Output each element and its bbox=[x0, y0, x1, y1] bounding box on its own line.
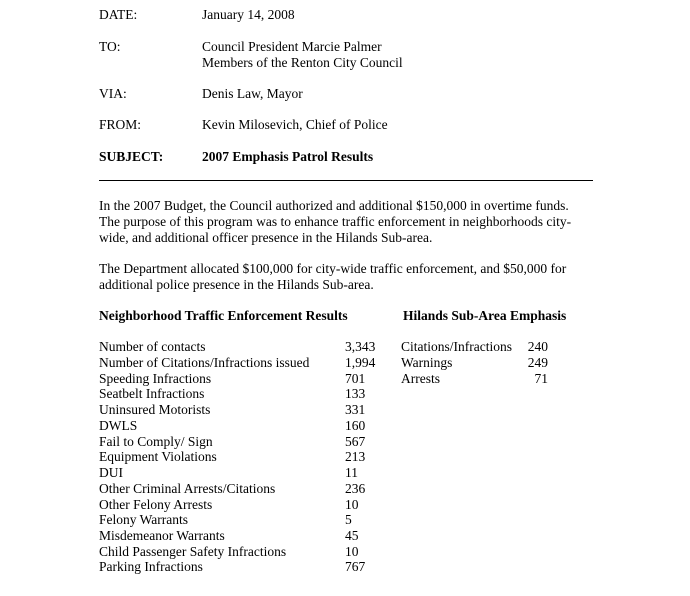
header-divider bbox=[99, 180, 593, 181]
table-row-value: 71 bbox=[534, 371, 548, 386]
table-row-value: 11 bbox=[345, 465, 358, 480]
subject-value: 2007 Emphasis Patrol Results bbox=[202, 149, 374, 164]
table-row-value: 240 bbox=[527, 339, 548, 354]
table-row-value: 1,994 bbox=[345, 355, 376, 370]
table-row-value: 3,343 bbox=[345, 339, 376, 354]
table-row-label: Child Passenger Safety Infractions bbox=[99, 544, 287, 559]
table-row-value: 331 bbox=[345, 402, 366, 417]
table-row-value: 236 bbox=[345, 481, 366, 496]
paragraph-budget bbox=[99, 198, 593, 246]
neighborhood-heading: Neighborhood Traffic Enforcement Results bbox=[99, 308, 348, 323]
paragraph-line: wide, and additional officer presence in the Hilands Sub-area. bbox=[99, 230, 433, 245]
table-row-label: Citations/Infractions bbox=[401, 339, 512, 354]
table-row-value: 5 bbox=[345, 512, 352, 527]
table-row-value: 160 bbox=[345, 418, 366, 433]
table-row-value: 701 bbox=[345, 371, 366, 386]
hilands-heading: Hilands Sub-Area Emphasis bbox=[403, 308, 567, 323]
paragraph-line: additional police presence in the Hilands Sub-area. bbox=[99, 277, 374, 292]
table-row-label: Arrests bbox=[401, 371, 440, 386]
table-row-label: Other Criminal Arrests/Citations bbox=[99, 481, 276, 496]
table-row-label: Number of contacts bbox=[99, 339, 206, 354]
table-row-label: Seatbelt Infractions bbox=[99, 386, 205, 401]
table-row-label: Speeding Infractions bbox=[99, 371, 212, 386]
to-label: TO: bbox=[99, 39, 121, 54]
date-label: DATE: bbox=[99, 7, 138, 22]
table-row-label: Misdemeanor Warrants bbox=[99, 528, 225, 543]
subject-label: SUBJECT: bbox=[99, 149, 164, 164]
table-row-label: DUI bbox=[99, 465, 123, 480]
table-row-label: Equipment Violations bbox=[99, 449, 217, 464]
paragraph-line: The purpose of this program was to enhance traffic enforcement in neighborhoods city- bbox=[99, 214, 572, 229]
to-recipient-2: Members of the Renton City Council bbox=[202, 55, 403, 70]
table-row-value: 213 bbox=[345, 449, 366, 464]
via-value: Denis Law, Mayor bbox=[202, 86, 303, 101]
table-row-value: 133 bbox=[345, 386, 366, 401]
table-row-label: Felony Warrants bbox=[99, 512, 189, 527]
table-row-value: 767 bbox=[345, 559, 366, 574]
table-row-label: Other Felony Arrests bbox=[99, 497, 213, 512]
from-label: FROM: bbox=[99, 117, 142, 132]
from-value: Kevin Milosevich, Chief of Police bbox=[202, 117, 388, 132]
table-row-value: 567 bbox=[345, 434, 366, 449]
paragraph-line: In the 2007 Budget, the Council authorized and additional $150,000 in overtime funds. bbox=[99, 198, 569, 213]
paragraph-line: The Department allocated $100,000 for city-wide traffic enforcement, and $50,000 for bbox=[99, 261, 567, 276]
table-row-value: 10 bbox=[345, 497, 359, 512]
to-recipient-1: Council President Marcie Palmer bbox=[202, 39, 382, 54]
paragraph-allocation bbox=[99, 261, 593, 293]
table-row-label: Fail to Comply/ Sign bbox=[99, 434, 213, 449]
table-row-value: 249 bbox=[527, 355, 548, 370]
via-label: VIA: bbox=[99, 86, 127, 101]
table-row-label: Warnings bbox=[401, 355, 453, 370]
table-row-value: 10 bbox=[345, 544, 359, 559]
table-row-label: Parking Infractions bbox=[99, 559, 203, 574]
table-row-value: 45 bbox=[345, 528, 359, 543]
table-row-label: DWLS bbox=[99, 418, 138, 433]
table-row-label: Number of Citations/Infractions issued bbox=[99, 355, 310, 370]
table-row-label: Uninsured Motorists bbox=[99, 402, 211, 417]
date-value: January 14, 2008 bbox=[202, 7, 295, 22]
